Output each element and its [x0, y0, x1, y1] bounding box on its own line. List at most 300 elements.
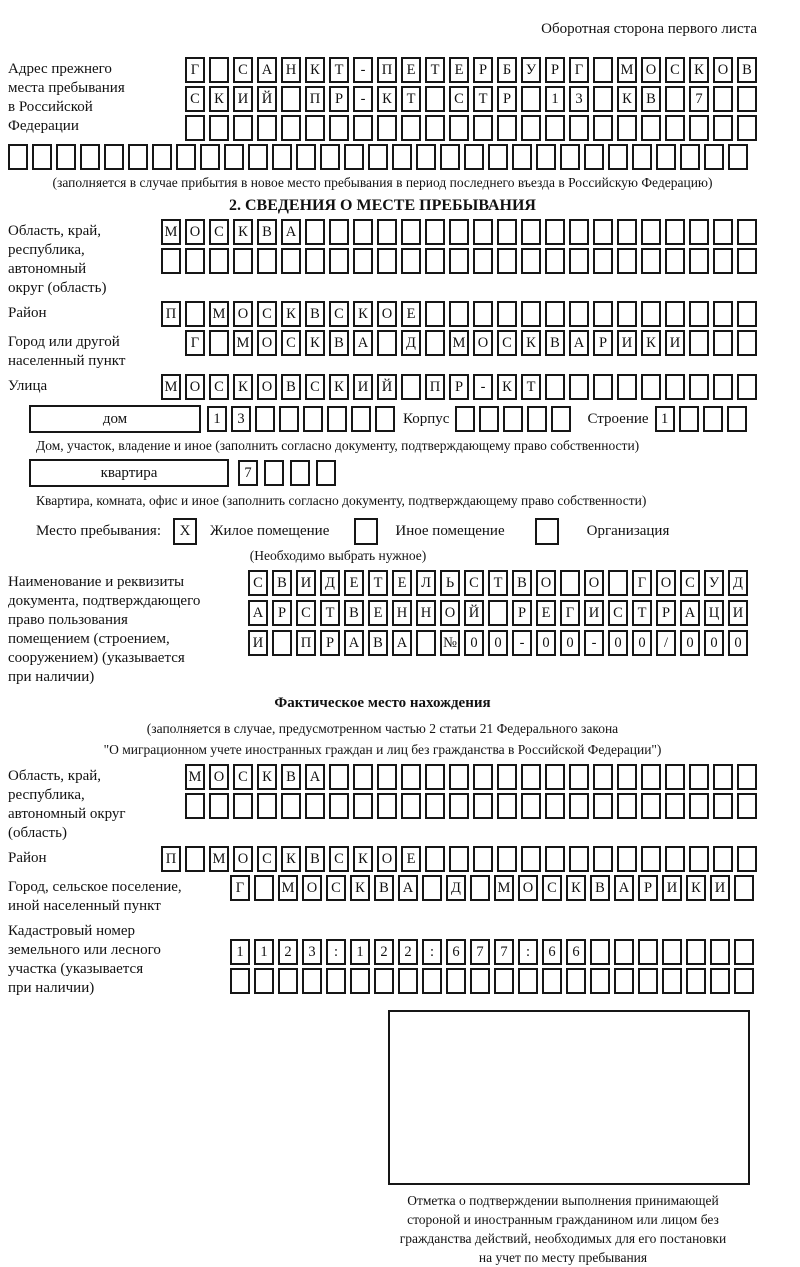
char-cell[interactable]: [593, 86, 613, 112]
char-cell[interactable]: К: [209, 86, 229, 112]
char-cell[interactable]: К: [686, 875, 706, 901]
char-cell[interactable]: 0: [488, 630, 508, 656]
char-cell[interactable]: [665, 793, 685, 819]
char-cell[interactable]: [305, 219, 325, 245]
char-cell[interactable]: [569, 115, 589, 141]
char-cell[interactable]: [479, 406, 499, 432]
char-cell[interactable]: О: [302, 875, 322, 901]
char-cell[interactable]: [689, 374, 709, 400]
char-cell[interactable]: [425, 219, 445, 245]
char-cell[interactable]: С: [608, 600, 628, 626]
char-cell[interactable]: [593, 57, 613, 83]
char-cell[interactable]: [302, 968, 322, 994]
char-cell[interactable]: С: [233, 57, 253, 83]
char-cell[interactable]: [689, 301, 709, 327]
char-cell[interactable]: Р: [638, 875, 658, 901]
char-cell[interactable]: [713, 115, 733, 141]
char-cell[interactable]: Т: [632, 600, 652, 626]
char-cell[interactable]: М: [233, 330, 253, 356]
char-cell[interactable]: П: [377, 57, 397, 83]
char-cell[interactable]: [569, 219, 589, 245]
char-cell[interactable]: 7: [689, 86, 709, 112]
char-cell[interactable]: [689, 793, 709, 819]
char-cell[interactable]: Г: [569, 57, 589, 83]
char-cell[interactable]: [680, 144, 700, 170]
char-cell[interactable]: Р: [473, 57, 493, 83]
char-cell[interactable]: [727, 406, 747, 432]
char-cell[interactable]: 6: [446, 939, 466, 965]
char-cell[interactable]: А: [257, 57, 277, 83]
char-cell[interactable]: В: [374, 875, 394, 901]
char-cell[interactable]: :: [422, 939, 442, 965]
char-cell[interactable]: Е: [401, 301, 421, 327]
char-cell[interactable]: 2: [278, 939, 298, 965]
char-cell[interactable]: О: [641, 57, 661, 83]
char-cell[interactable]: [470, 968, 490, 994]
char-cell[interactable]: В: [272, 570, 292, 596]
char-cell[interactable]: [473, 301, 493, 327]
char-cell[interactable]: [584, 144, 604, 170]
char-cell[interactable]: С: [281, 330, 301, 356]
checkbox-organizatsiya[interactable]: [535, 518, 559, 545]
char-cell[interactable]: [401, 248, 421, 274]
char-cell[interactable]: О: [257, 330, 277, 356]
char-cell[interactable]: [521, 301, 541, 327]
char-cell[interactable]: С: [449, 86, 469, 112]
char-cell[interactable]: [254, 968, 274, 994]
char-cell[interactable]: Г: [230, 875, 250, 901]
char-cell[interactable]: [734, 875, 754, 901]
char-cell[interactable]: К: [305, 330, 325, 356]
char-cell[interactable]: С: [665, 57, 685, 83]
char-cell[interactable]: [713, 86, 733, 112]
char-cell[interactable]: [569, 248, 589, 274]
char-cell[interactable]: А: [305, 764, 325, 790]
char-cell[interactable]: [320, 144, 340, 170]
char-cell[interactable]: [8, 144, 28, 170]
char-cell[interactable]: -: [353, 57, 373, 83]
char-cell[interactable]: О: [377, 301, 397, 327]
char-cell[interactable]: [497, 115, 517, 141]
char-cell[interactable]: [593, 764, 613, 790]
char-cell[interactable]: [449, 301, 469, 327]
char-cell[interactable]: 3: [302, 939, 322, 965]
char-cell[interactable]: И: [662, 875, 682, 901]
char-cell[interactable]: [255, 406, 275, 432]
char-cell[interactable]: [281, 793, 301, 819]
char-cell[interactable]: [305, 248, 325, 274]
char-cell[interactable]: [689, 219, 709, 245]
char-cell[interactable]: Т: [368, 570, 388, 596]
char-cell[interactable]: [272, 144, 292, 170]
char-cell[interactable]: [248, 144, 268, 170]
char-cell[interactable]: [257, 248, 277, 274]
char-cell[interactable]: [713, 764, 733, 790]
char-cell[interactable]: [351, 406, 371, 432]
char-cell[interactable]: Б: [497, 57, 517, 83]
char-cell[interactable]: [545, 846, 565, 872]
char-cell[interactable]: Е: [401, 57, 421, 83]
char-cell[interactable]: С: [233, 764, 253, 790]
char-cell[interactable]: М: [617, 57, 637, 83]
char-cell[interactable]: [497, 846, 517, 872]
char-cell[interactable]: [614, 939, 634, 965]
char-cell[interactable]: Е: [449, 57, 469, 83]
char-cell[interactable]: Н: [416, 600, 436, 626]
char-cell[interactable]: М: [185, 764, 205, 790]
char-cell[interactable]: [686, 968, 706, 994]
char-cell[interactable]: Р: [320, 630, 340, 656]
char-cell[interactable]: И: [584, 600, 604, 626]
char-cell[interactable]: [617, 301, 637, 327]
char-cell[interactable]: [734, 968, 754, 994]
char-cell[interactable]: Т: [521, 374, 541, 400]
char-cell[interactable]: К: [566, 875, 586, 901]
char-cell[interactable]: Д: [728, 570, 748, 596]
char-cell[interactable]: [641, 248, 661, 274]
char-cell[interactable]: [641, 374, 661, 400]
char-cell[interactable]: [488, 144, 508, 170]
char-cell[interactable]: Г: [185, 330, 205, 356]
char-cell[interactable]: С: [497, 330, 517, 356]
char-cell[interactable]: 1: [350, 939, 370, 965]
char-cell[interactable]: [737, 793, 757, 819]
char-cell[interactable]: В: [590, 875, 610, 901]
char-cell[interactable]: С: [296, 600, 316, 626]
char-cell[interactable]: [377, 219, 397, 245]
char-cell[interactable]: [230, 968, 250, 994]
char-cell[interactable]: [425, 248, 445, 274]
char-cell[interactable]: [374, 968, 394, 994]
char-cell[interactable]: С: [209, 219, 229, 245]
char-cell[interactable]: К: [329, 374, 349, 400]
char-cell[interactable]: [545, 248, 565, 274]
char-cell[interactable]: [569, 301, 589, 327]
char-cell[interactable]: [446, 968, 466, 994]
char-cell[interactable]: [401, 764, 421, 790]
char-cell[interactable]: [272, 630, 292, 656]
char-cell[interactable]: [638, 968, 658, 994]
char-cell[interactable]: [329, 764, 349, 790]
char-cell[interactable]: [353, 219, 373, 245]
char-cell[interactable]: [473, 219, 493, 245]
char-cell[interactable]: [233, 793, 253, 819]
char-cell[interactable]: [617, 374, 637, 400]
char-cell[interactable]: [209, 115, 229, 141]
char-cell[interactable]: [425, 793, 445, 819]
char-cell[interactable]: Г: [560, 600, 580, 626]
char-cell[interactable]: [679, 406, 699, 432]
char-cell[interactable]: [422, 968, 442, 994]
char-cell[interactable]: [185, 793, 205, 819]
char-cell[interactable]: [401, 115, 421, 141]
char-cell[interactable]: [593, 219, 613, 245]
char-cell[interactable]: [209, 248, 229, 274]
char-cell[interactable]: И: [353, 374, 373, 400]
char-cell[interactable]: [689, 115, 709, 141]
char-cell[interactable]: [512, 144, 532, 170]
char-cell[interactable]: Й: [464, 600, 484, 626]
char-cell[interactable]: [416, 630, 436, 656]
char-cell[interactable]: [569, 793, 589, 819]
char-cell[interactable]: 0: [560, 630, 580, 656]
char-cell[interactable]: 1: [254, 939, 274, 965]
char-cell[interactable]: -: [512, 630, 532, 656]
char-cell[interactable]: 7: [470, 939, 490, 965]
char-cell[interactable]: [473, 248, 493, 274]
char-cell[interactable]: [710, 939, 730, 965]
char-cell[interactable]: [713, 248, 733, 274]
char-cell[interactable]: С: [209, 374, 229, 400]
char-cell[interactable]: К: [521, 330, 541, 356]
char-cell[interactable]: С: [305, 374, 325, 400]
char-cell[interactable]: С: [257, 301, 277, 327]
char-cell[interactable]: [614, 968, 634, 994]
char-cell[interactable]: Й: [257, 86, 277, 112]
char-cell[interactable]: [737, 301, 757, 327]
char-cell[interactable]: У: [521, 57, 541, 83]
char-cell[interactable]: :: [326, 939, 346, 965]
char-cell[interactable]: Т: [425, 57, 445, 83]
char-cell[interactable]: О: [185, 219, 205, 245]
char-cell[interactable]: [617, 248, 637, 274]
char-cell[interactable]: К: [377, 86, 397, 112]
char-cell[interactable]: [329, 219, 349, 245]
char-cell[interactable]: /: [656, 630, 676, 656]
char-cell[interactable]: [545, 219, 565, 245]
char-cell[interactable]: [425, 115, 445, 141]
char-cell[interactable]: Р: [512, 600, 532, 626]
char-cell[interactable]: [377, 764, 397, 790]
char-cell[interactable]: [521, 764, 541, 790]
char-cell[interactable]: П: [425, 374, 445, 400]
char-cell[interactable]: В: [257, 219, 277, 245]
char-cell[interactable]: [449, 846, 469, 872]
char-cell[interactable]: А: [281, 219, 301, 245]
char-cell[interactable]: [128, 144, 148, 170]
char-cell[interactable]: Е: [344, 570, 364, 596]
char-cell[interactable]: [662, 939, 682, 965]
char-cell[interactable]: Е: [536, 600, 556, 626]
char-cell[interactable]: [209, 793, 229, 819]
char-cell[interactable]: 7: [494, 939, 514, 965]
char-cell[interactable]: [641, 219, 661, 245]
char-cell[interactable]: В: [305, 301, 325, 327]
char-cell[interactable]: 2: [398, 939, 418, 965]
char-cell[interactable]: [290, 460, 310, 486]
char-cell[interactable]: [569, 846, 589, 872]
char-cell[interactable]: К: [353, 846, 373, 872]
char-cell[interactable]: И: [617, 330, 637, 356]
char-cell[interactable]: [704, 144, 724, 170]
char-cell[interactable]: [665, 374, 685, 400]
char-cell[interactable]: [665, 846, 685, 872]
char-cell[interactable]: К: [689, 57, 709, 83]
char-cell[interactable]: [703, 406, 723, 432]
char-cell[interactable]: А: [398, 875, 418, 901]
char-cell[interactable]: [569, 374, 589, 400]
char-cell[interactable]: 0: [608, 630, 628, 656]
char-cell[interactable]: [303, 406, 323, 432]
char-cell[interactable]: А: [392, 630, 412, 656]
char-cell[interactable]: [353, 248, 373, 274]
char-cell[interactable]: Д: [446, 875, 466, 901]
char-cell[interactable]: [104, 144, 124, 170]
char-cell[interactable]: [641, 846, 661, 872]
char-cell[interactable]: [665, 764, 685, 790]
char-cell[interactable]: [449, 793, 469, 819]
char-cell[interactable]: Д: [320, 570, 340, 596]
char-cell[interactable]: [257, 115, 277, 141]
char-cell[interactable]: [473, 764, 493, 790]
char-cell[interactable]: [473, 793, 493, 819]
char-cell[interactable]: П: [305, 86, 325, 112]
char-cell[interactable]: С: [257, 846, 277, 872]
char-cell[interactable]: 2: [374, 939, 394, 965]
char-cell[interactable]: [464, 144, 484, 170]
char-cell[interactable]: Р: [329, 86, 349, 112]
char-cell[interactable]: [32, 144, 52, 170]
char-cell[interactable]: Е: [392, 570, 412, 596]
char-cell[interactable]: [536, 144, 556, 170]
char-cell[interactable]: К: [233, 374, 253, 400]
char-cell[interactable]: Ь: [440, 570, 460, 596]
char-cell[interactable]: А: [248, 600, 268, 626]
char-cell[interactable]: 0: [464, 630, 484, 656]
char-cell[interactable]: К: [353, 301, 373, 327]
char-cell[interactable]: [368, 144, 388, 170]
char-cell[interactable]: [264, 460, 284, 486]
char-cell[interactable]: Т: [329, 57, 349, 83]
char-cell[interactable]: -: [353, 86, 373, 112]
char-cell[interactable]: [425, 846, 445, 872]
char-cell[interactable]: Н: [281, 57, 301, 83]
char-cell[interactable]: [689, 764, 709, 790]
char-cell[interactable]: [185, 115, 205, 141]
char-cell[interactable]: К: [281, 301, 301, 327]
char-cell[interactable]: П: [161, 846, 181, 872]
char-cell[interactable]: [518, 968, 538, 994]
char-cell[interactable]: В: [281, 764, 301, 790]
char-cell[interactable]: Р: [593, 330, 613, 356]
char-cell[interactable]: О: [233, 846, 253, 872]
char-cell[interactable]: [638, 939, 658, 965]
char-cell[interactable]: [281, 115, 301, 141]
char-cell[interactable]: [545, 764, 565, 790]
char-cell[interactable]: [665, 115, 685, 141]
char-cell[interactable]: [560, 570, 580, 596]
char-cell[interactable]: [617, 115, 637, 141]
char-cell[interactable]: [713, 793, 733, 819]
char-cell[interactable]: [737, 374, 757, 400]
char-cell[interactable]: [713, 301, 733, 327]
char-cell[interactable]: И: [665, 330, 685, 356]
char-cell[interactable]: [377, 115, 397, 141]
char-cell[interactable]: А: [353, 330, 373, 356]
char-cell[interactable]: Е: [401, 846, 421, 872]
char-cell[interactable]: [488, 600, 508, 626]
char-cell[interactable]: Е: [368, 600, 388, 626]
char-cell[interactable]: [326, 968, 346, 994]
char-cell[interactable]: [737, 115, 757, 141]
char-cell[interactable]: [593, 248, 613, 274]
char-cell[interactable]: С: [680, 570, 700, 596]
char-cell[interactable]: [279, 406, 299, 432]
char-cell[interactable]: А: [680, 600, 700, 626]
char-cell[interactable]: [617, 793, 637, 819]
char-cell[interactable]: Д: [401, 330, 421, 356]
char-cell[interactable]: 0: [728, 630, 748, 656]
char-cell[interactable]: [521, 115, 541, 141]
char-cell[interactable]: 0: [680, 630, 700, 656]
char-cell[interactable]: [329, 793, 349, 819]
char-cell[interactable]: [545, 793, 565, 819]
char-cell[interactable]: В: [545, 330, 565, 356]
char-cell[interactable]: У: [704, 570, 724, 596]
char-cell[interactable]: К: [305, 57, 325, 83]
char-cell[interactable]: №: [440, 630, 460, 656]
char-cell[interactable]: [665, 248, 685, 274]
checkbox-inoe[interactable]: [354, 518, 378, 545]
char-cell[interactable]: [422, 875, 442, 901]
char-cell[interactable]: [401, 219, 421, 245]
char-cell[interactable]: О: [473, 330, 493, 356]
char-cell[interactable]: [257, 793, 277, 819]
char-cell[interactable]: [80, 144, 100, 170]
char-cell[interactable]: М: [209, 301, 229, 327]
char-cell[interactable]: О: [377, 846, 397, 872]
char-cell[interactable]: [254, 875, 274, 901]
char-cell[interactable]: Т: [401, 86, 421, 112]
char-cell[interactable]: [713, 846, 733, 872]
char-cell[interactable]: О: [656, 570, 676, 596]
char-cell[interactable]: В: [305, 846, 325, 872]
char-cell[interactable]: [593, 301, 613, 327]
char-cell[interactable]: О: [584, 570, 604, 596]
char-cell[interactable]: [689, 248, 709, 274]
char-cell[interactable]: [224, 144, 244, 170]
char-cell[interactable]: [473, 115, 493, 141]
char-cell[interactable]: [494, 968, 514, 994]
char-cell[interactable]: [327, 406, 347, 432]
char-cell[interactable]: Р: [272, 600, 292, 626]
char-cell[interactable]: [470, 875, 490, 901]
char-cell[interactable]: [545, 115, 565, 141]
char-cell[interactable]: [440, 144, 460, 170]
char-cell[interactable]: О: [233, 301, 253, 327]
char-cell[interactable]: [377, 330, 397, 356]
char-cell[interactable]: К: [281, 846, 301, 872]
char-cell[interactable]: [521, 248, 541, 274]
char-cell[interactable]: [353, 764, 373, 790]
char-cell[interactable]: О: [713, 57, 733, 83]
char-cell[interactable]: [296, 144, 316, 170]
char-cell[interactable]: 1: [207, 406, 227, 432]
char-cell[interactable]: [737, 219, 757, 245]
char-cell[interactable]: [152, 144, 172, 170]
char-cell[interactable]: О: [440, 600, 460, 626]
char-cell[interactable]: [398, 968, 418, 994]
char-cell[interactable]: :: [518, 939, 538, 965]
char-cell[interactable]: И: [710, 875, 730, 901]
char-cell[interactable]: С: [185, 86, 205, 112]
char-cell[interactable]: С: [326, 875, 346, 901]
char-cell[interactable]: [734, 939, 754, 965]
char-cell[interactable]: 1: [655, 406, 675, 432]
char-cell[interactable]: [737, 846, 757, 872]
char-cell[interactable]: [185, 846, 205, 872]
char-cell[interactable]: 6: [566, 939, 586, 965]
